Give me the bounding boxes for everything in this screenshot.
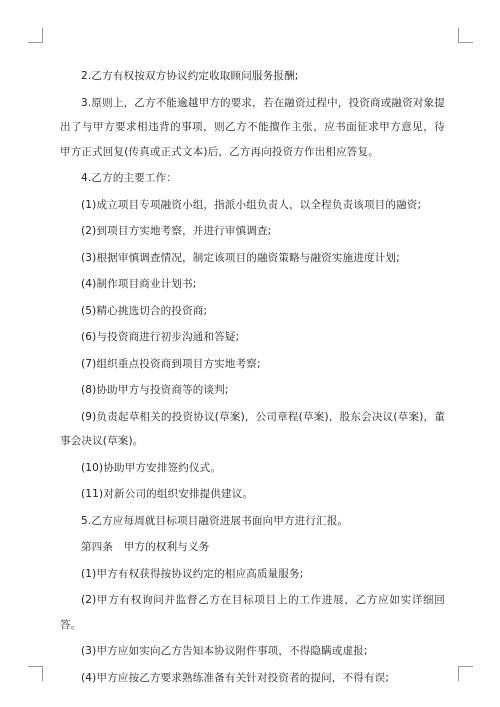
paragraph: 第四条 甲方的权利与义务 — [81, 541, 210, 553]
document-body — [60, 64, 445, 692]
paragraph: (10)协助甲方安排签约仪式。 — [81, 461, 222, 474]
paragraph: (1)甲方有权获得按协议约定的相应高质量服务; — [81, 567, 304, 580]
paragraph: 2.乙方有权按双方协议约定收取顾问服务报酬; — [81, 70, 299, 82]
crop-mark-bottom-right — [458, 666, 473, 681]
paragraph: (5)精心挑选切合的投资商; — [81, 304, 208, 317]
paragraph: (9)负责起草相关的投资协议(草案)，公司章程(草案)，股东会决议(草案)，董事会决议(草案)。 — [60, 410, 445, 447]
paragraph: (2)甲方有权询问并监督乙方在目标项目上的工作进展，乙方应如实详细回答。 — [60, 594, 445, 631]
paragraph: (4)甲方应按乙方要求熟练准备有关针对投资者的提问，不得有误; — [81, 671, 390, 684]
paragraph: (6)与投资商进行初步沟通和答疑; — [81, 331, 240, 343]
paragraph: (2)到项目方实地考察，并进行审慎调查; — [81, 225, 272, 237]
paragraph: (3)甲方应如实向乙方告知本协议附件事项，不得隐瞒或虚报; — [81, 645, 368, 657]
crop-mark-bottom-left — [28, 666, 43, 681]
paragraph: (11)对新公司的组织安排提供建议。 — [81, 488, 254, 500]
crop-mark-top-right — [458, 28, 473, 43]
paragraph: 5.乙方应每周就目标项目融资进展书面向甲方进行汇报。 — [81, 514, 349, 527]
paragraph: (7)组织重点投资商到项目方实地考察; — [81, 357, 261, 370]
crop-mark-top-left — [28, 28, 43, 43]
paragraph: (3)根据审慎调查情况，制定该项目的融资策略与融资实施进度计划; — [81, 251, 400, 264]
paragraph: (4)制作项目商业计划书; — [81, 278, 197, 290]
paragraph: 3.原则上，乙方不能逾越甲方的要求，若在融资过程中，投资商或融资对象提出了与甲方要求相违背的事项，则乙方不能擅作主张，应书面征求甲方意见，待甲方正式回复(传真或正式文本)后，乙方再向投资方作出相应答复。 — [60, 96, 445, 158]
paragraph: (8)协助甲方与投资商等的谈判; — [81, 384, 229, 396]
paragraph: (1)成立项目专项融资小组，指派小组负责人，以全程负责该项目的融资; — [81, 198, 422, 211]
paragraph: 4.乙方的主要工作： — [81, 172, 178, 184]
